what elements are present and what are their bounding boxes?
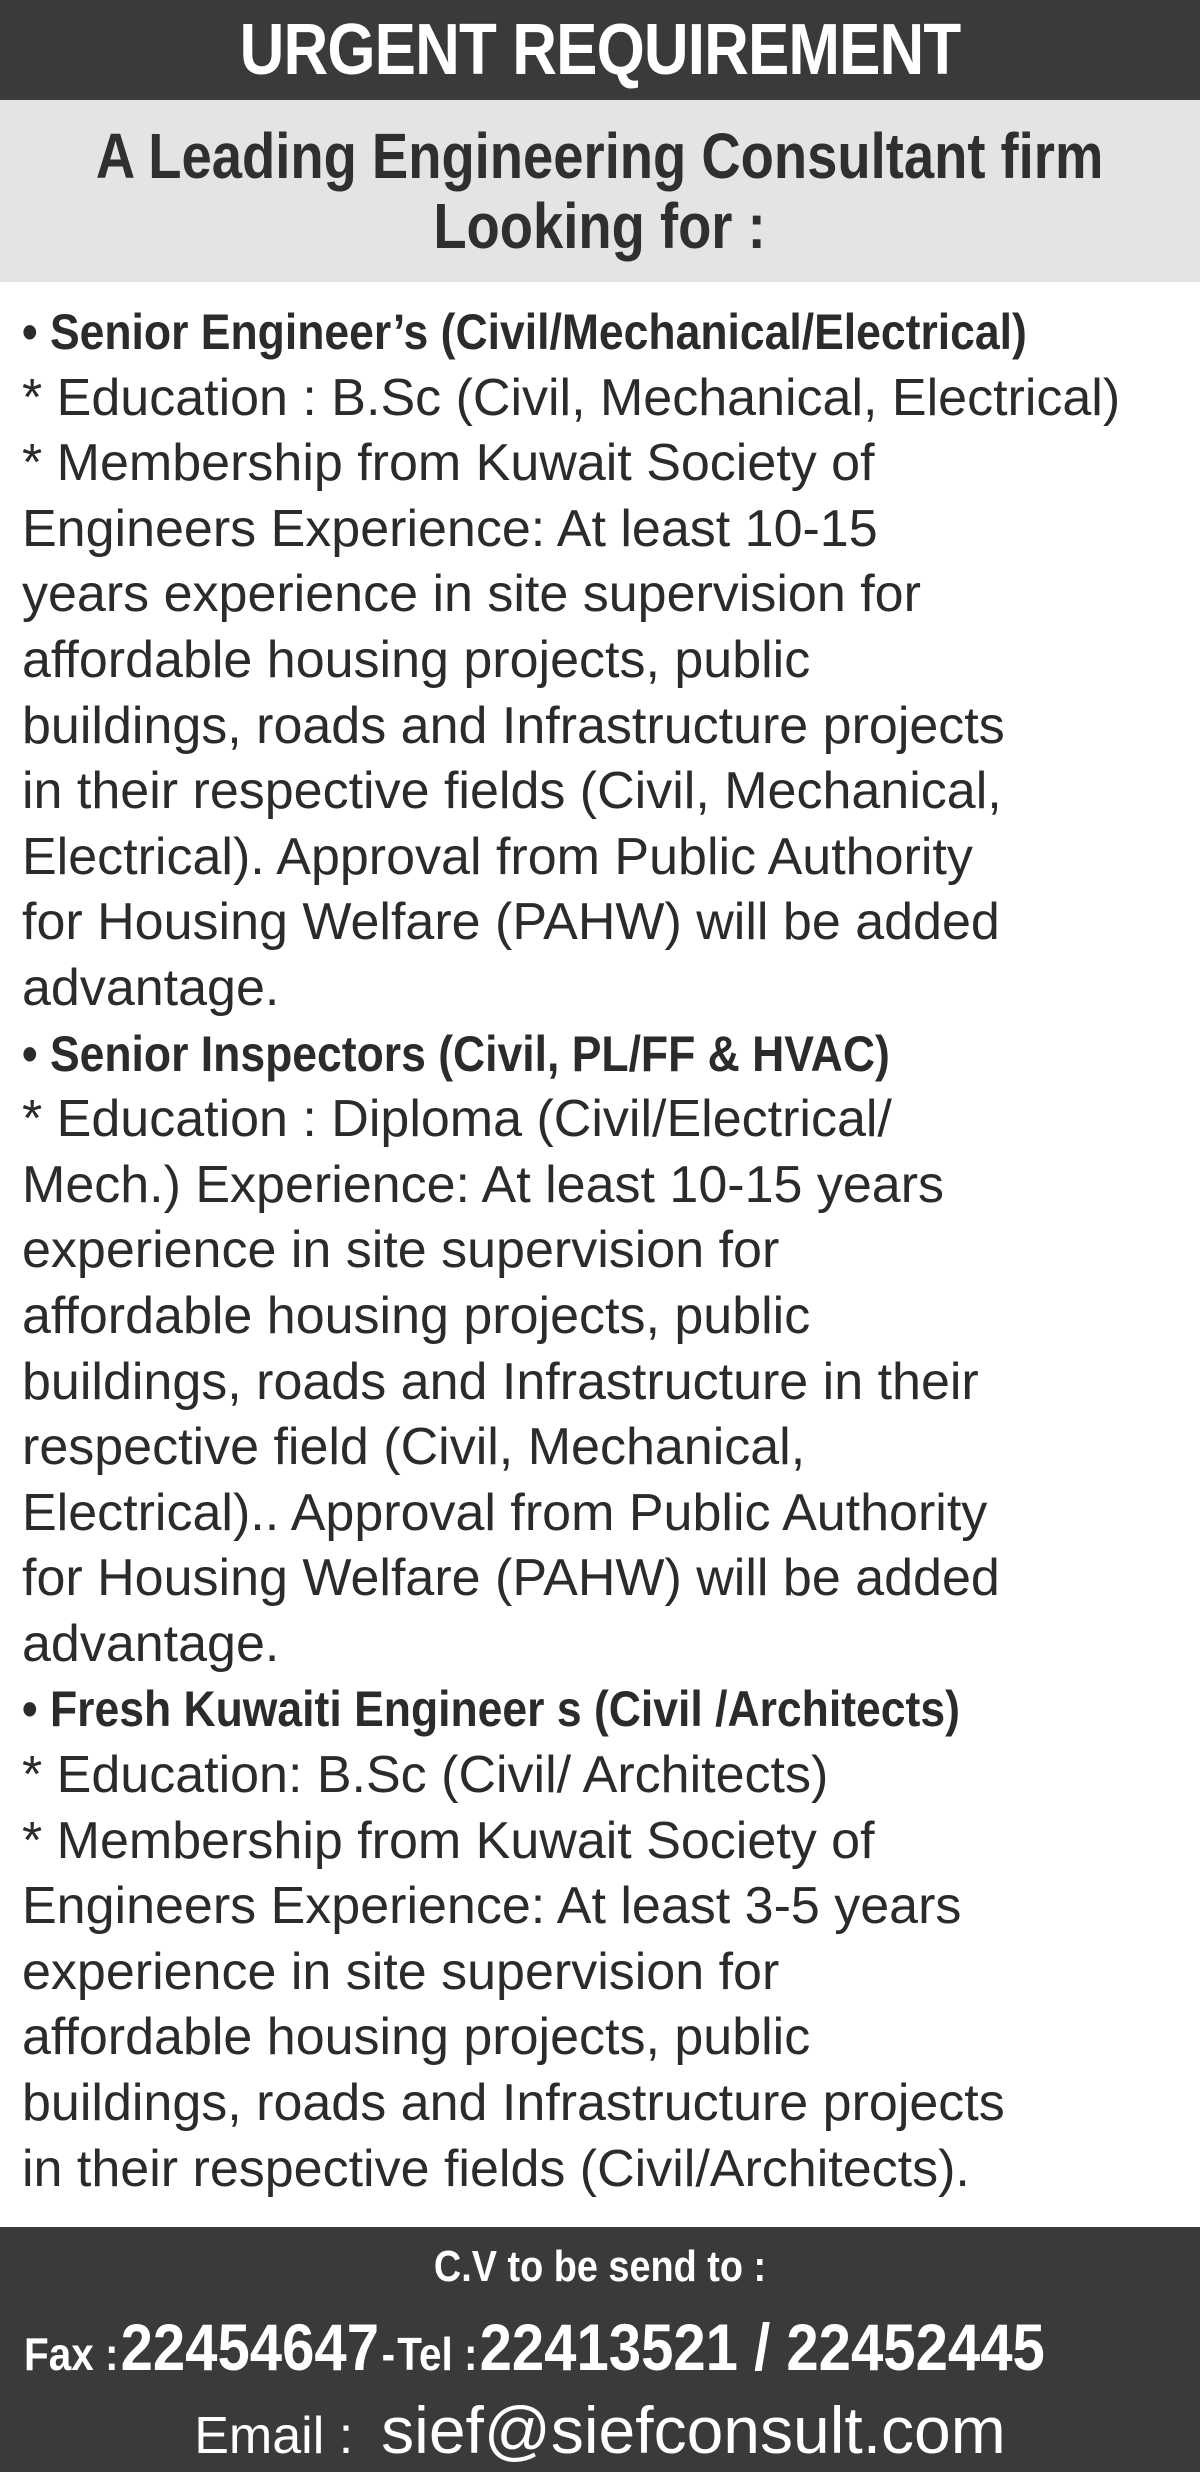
position-line: Electrical). Approval from Public Authority xyxy=(22,827,973,886)
headline: URGENT REQUIREMENT xyxy=(239,10,961,90)
position-line: * Education: B.Sc (Civil/ Architects) xyxy=(22,1746,829,1805)
email-line xyxy=(0,2392,1200,2468)
position-line: * Education : Diploma (Civil/Electrical/ xyxy=(22,1090,892,1149)
position-line: in their respective fields (Civil/Architects). xyxy=(22,2139,970,2198)
subtitle-line-2: Looking for : xyxy=(433,190,767,262)
tel-numbers: 22413521 / 22452445 xyxy=(479,2310,1045,2384)
position-line: in their respective fields (Civil, Mechanical, xyxy=(22,762,1002,821)
position-line: affordable housing projects, public xyxy=(22,630,811,689)
separator: - xyxy=(381,2328,396,2380)
email-label: Email : xyxy=(194,2407,354,2465)
position-line: years experience in site supervision for xyxy=(22,565,921,624)
position-line: experience in site supervision for xyxy=(22,1942,780,2001)
position-line: * Education : B.Sc (Civil, Mechanical, Electrical) xyxy=(22,368,1121,427)
cv-instruction: C.V to be send to : xyxy=(433,2242,767,2291)
position-line: affordable housing projects, public xyxy=(22,2008,811,2067)
position-title: • Fresh Kuwaiti Engineer s (Civil /Architects) xyxy=(22,1681,960,1738)
fax-label: Fax : xyxy=(24,2328,119,2380)
position-line: for Housing Welfare (PAHW) will be added xyxy=(22,893,1000,952)
subtitle-banner xyxy=(0,100,1200,282)
position-line: affordable housing projects, public xyxy=(22,1286,811,1345)
position-line: buildings, roads and Infrastructure projects xyxy=(22,2074,1005,2133)
position-line: buildings, roads and Infrastructure projects xyxy=(22,696,1005,755)
position-line: advantage. xyxy=(22,1614,280,1673)
positions-list xyxy=(0,282,1200,2227)
subtitle-line-1: A Leading Engineering Consultant firm xyxy=(96,120,1104,192)
contact-banner xyxy=(0,2227,1200,2472)
tel-label: Tel : xyxy=(397,2328,478,2380)
position-line: experience in site supervision for xyxy=(22,1221,780,1280)
position-line: advantage. xyxy=(22,958,280,1017)
position-line: Electrical).. Approval from Public Authority xyxy=(22,1483,988,1542)
fax-number: 22454647 xyxy=(120,2310,379,2384)
position-line: Mech.) Experience: At least 10-15 years xyxy=(22,1155,945,1214)
position-line: * Membership from Kuwait Society of xyxy=(22,434,875,493)
position-line: * Membership from Kuwait Society of xyxy=(22,1811,875,1870)
position-title: • Senior Engineer’s (Civil/Mechanical/Electrical) xyxy=(22,304,1027,360)
position-title: • Senior Inspectors (Civil, PL/FF & HVAC) xyxy=(22,1025,890,1082)
position-line: buildings, roads and Infrastructure in their xyxy=(22,1352,979,1411)
position-line: Engineers Experience: At least 10-15 xyxy=(22,499,878,558)
email-address: sief@siefconsult.com xyxy=(381,2393,1006,2467)
position-line: respective field (Civil, Mechanical, xyxy=(22,1418,806,1477)
position-line: Engineers Experience: At least 3-5 years xyxy=(22,1877,962,1936)
phone-fax-line xyxy=(24,2309,1045,2385)
position-line: for Housing Welfare (PAHW) will be added xyxy=(22,1549,1000,1608)
headline-banner xyxy=(0,0,1200,100)
